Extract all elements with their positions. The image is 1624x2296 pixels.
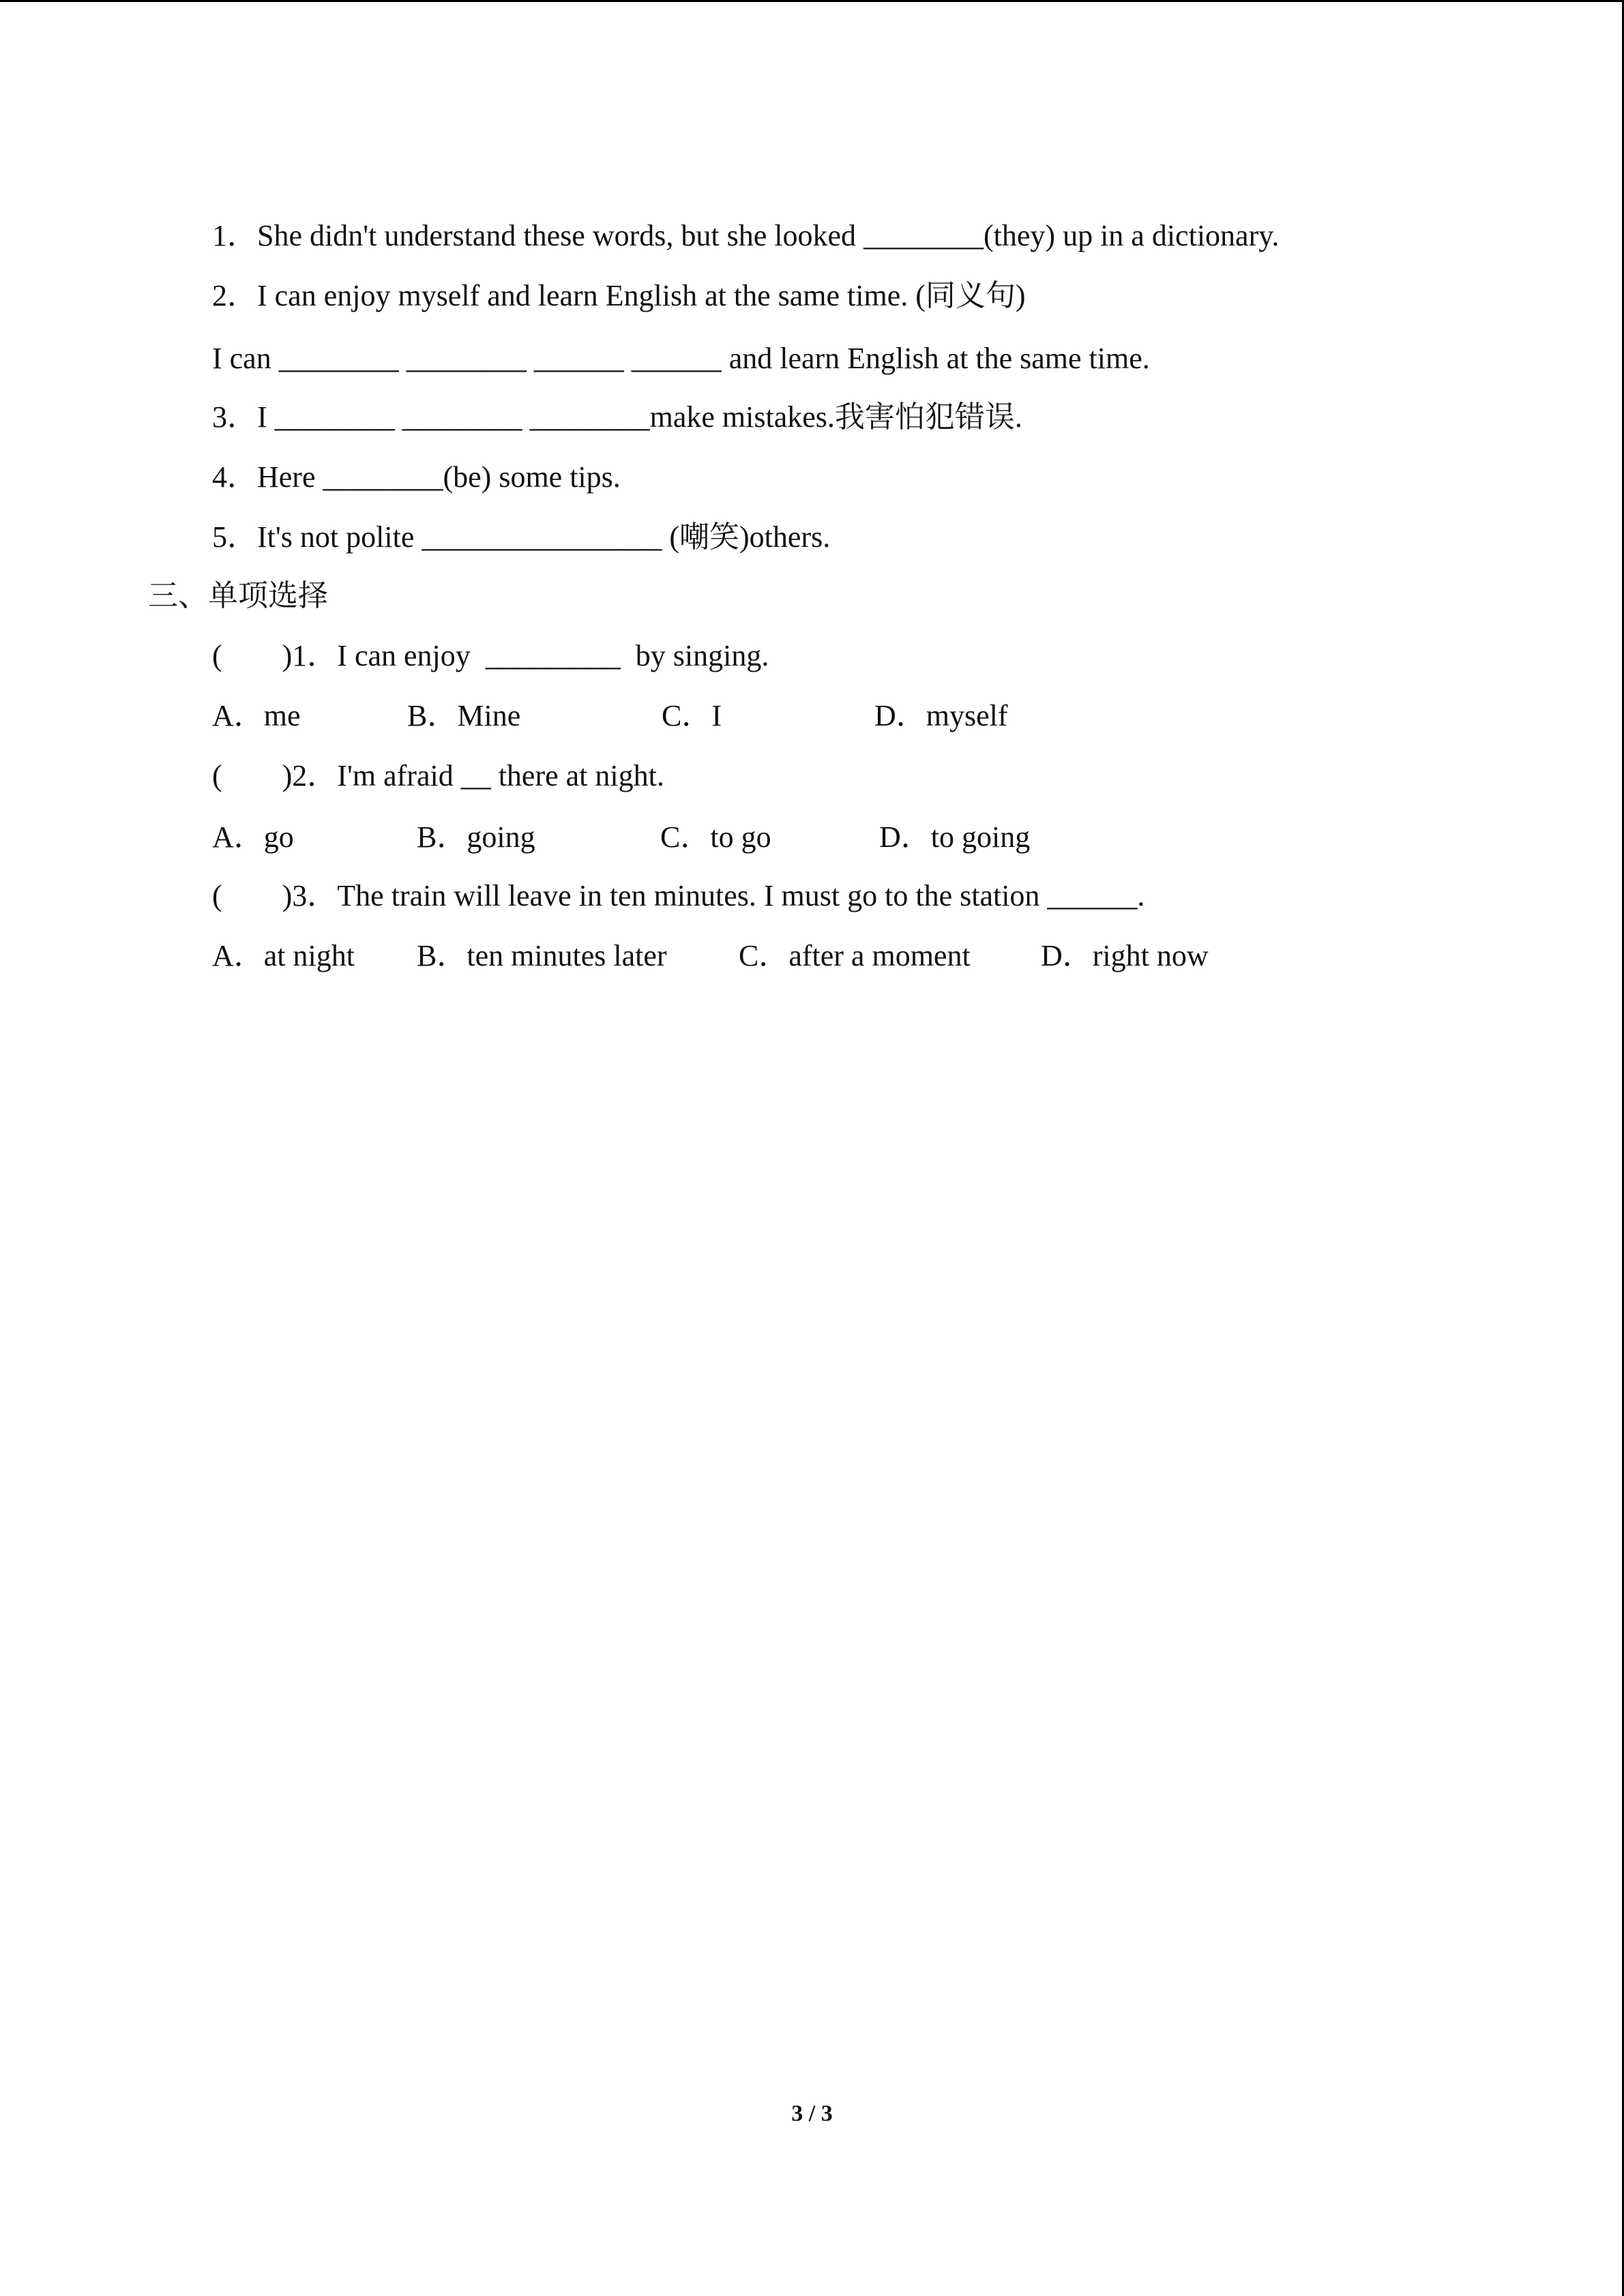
fill-item-4: 4．Here ________(be) some tips. <box>212 460 621 494</box>
question-3-option-a: A．at night <box>212 939 355 972</box>
question-3-option-c: C．after a moment <box>739 939 971 972</box>
fill-item-2: 2．I can enjoy myself and learn English at the same time. (同义句) <box>212 279 1026 312</box>
question-2-stem: ( )2．I'm afraid __ there at night. <box>212 759 664 792</box>
fill-item-1: 1．She didn't understand these words, but she looked ________(they) up in a dictionary. <box>212 219 1280 252</box>
fill-item-3: 3．I ________ ________ ________make mistakes.我害怕犯错误. <box>212 400 1022 434</box>
fill-item-2-answer-line: I can ________ ________ ______ ______ and learn English at the same time. <box>212 342 1150 375</box>
question-2-option-b: B．going <box>417 820 535 854</box>
question-1-option-c: C．I <box>662 699 722 732</box>
section-heading-single-choice: 三、单项选择 <box>148 579 328 612</box>
question-3-option-d: D．right now <box>1041 939 1209 972</box>
question-3-option-b: B．ten minutes later <box>417 939 667 972</box>
question-2-option-c: C．to go <box>660 820 771 854</box>
fill-item-5: 5．It's not polite ________________ (嘲笑)others. <box>212 520 831 554</box>
question-3-stem: ( )3．The train will leave in ten minutes. I must go to the station ______. <box>212 879 1145 912</box>
page-top-border <box>0 0 1624 2</box>
question-2-option-d: D．to going <box>879 820 1031 854</box>
question-1-stem: ( )1．I can enjoy _________ by singing. <box>212 639 769 672</box>
question-1-option-d: D．myself <box>874 699 1008 732</box>
page-number: 3 / 3 <box>791 2101 833 2126</box>
question-1-option-a: A．me <box>212 699 301 732</box>
question-2-option-a: A．go <box>212 820 294 854</box>
question-1-option-b: B．Mine <box>407 699 521 732</box>
